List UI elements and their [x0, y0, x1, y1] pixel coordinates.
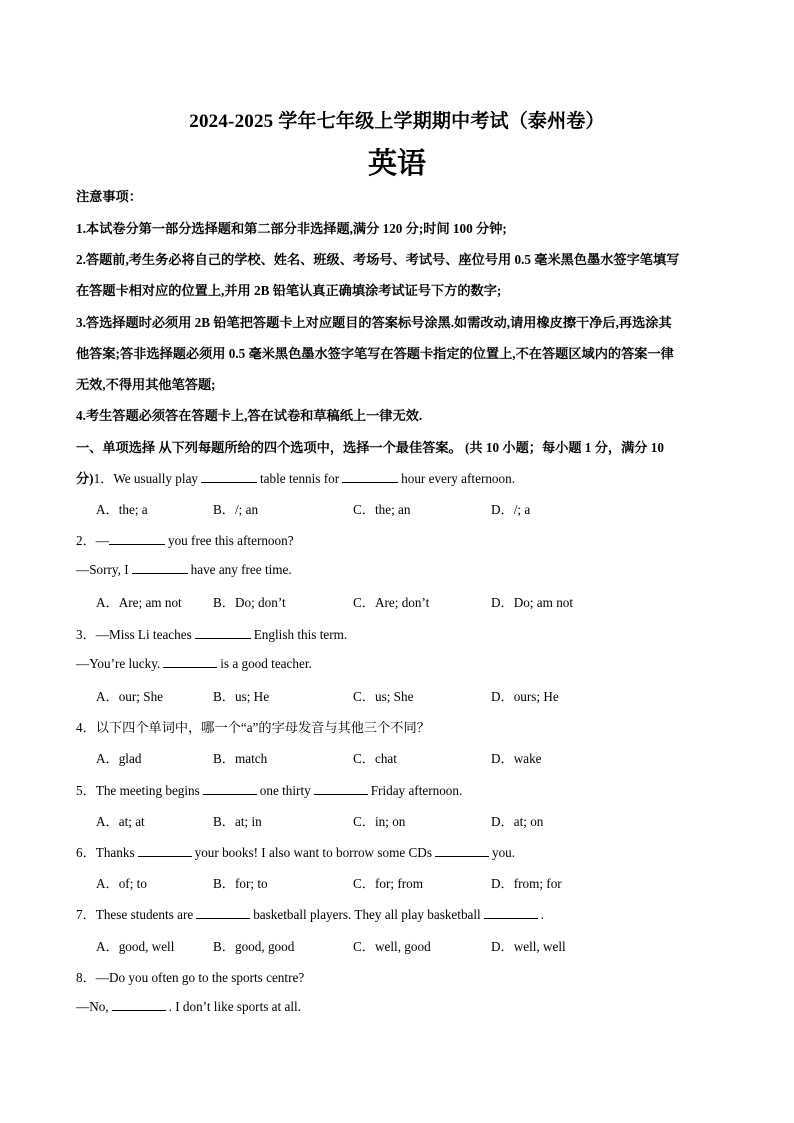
question-5-text-c: Friday afternoon. [370, 783, 463, 798]
q3-option-c: C．us; She [353, 689, 414, 704]
q5-option-b: B．at; in [213, 814, 262, 829]
question-5-text-a: 5．The meeting begins [76, 783, 200, 798]
question-3-line-1 [76, 624, 347, 643]
q7-option-a: A．good, well [96, 939, 175, 954]
section-heading: 一、单项选择 从下列每题所给的四个选项中，选择一个最佳答案。 (共 10 小题；每小题 1 分，满分 10 [76, 440, 664, 455]
answer-blank [484, 906, 538, 919]
q3-option-d: D．ours; He [491, 689, 559, 704]
question-6-text-b: your books! I also want to borrow some CDs [194, 845, 432, 860]
question-8-line-1: 8．—Do you often go to the sports centre? [76, 970, 305, 985]
question-1-text-a: 1．We usually play [93, 471, 199, 486]
q7-option-b: B．good, good [213, 939, 295, 954]
exam-title: 2024-2025 学年七年级上学期期中考试（泰州卷） [189, 111, 605, 132]
note-4: 4.考生答题必须答在答题卡上,答在试卷和草稿纸上一律无效. [76, 408, 423, 423]
note-2-line-2: 在答题卡相对应的位置上,并用 2B 铅笔认真正确填涂考试证号下方的数字; [76, 283, 502, 298]
q2-option-c: C．Are; don’t [353, 595, 430, 610]
answer-blank [314, 782, 368, 795]
q6-option-a: A．of; to [96, 876, 147, 891]
question-3-line-2 [76, 655, 312, 672]
question-2-line-2 [76, 561, 292, 578]
question-6 [76, 842, 515, 861]
answer-blank [138, 844, 192, 857]
question-2-text-a: 2．— [76, 533, 109, 548]
question-2-line-1 [76, 530, 294, 549]
answer-blank [109, 532, 165, 545]
q3-option-a: A．our; She [96, 689, 164, 704]
answer-blank [201, 470, 257, 483]
question-1-text-b: table tennis for [260, 471, 340, 486]
q2-option-d: D．Do; am not [491, 595, 574, 610]
answer-blank [203, 782, 257, 795]
question-7 [76, 904, 544, 923]
q4-option-d: D．wake [491, 751, 542, 766]
answer-blank [132, 561, 188, 574]
q4-option-a: A．glad [96, 751, 142, 766]
note-3-line-3: 无效,不得用其他笔答题; [76, 377, 216, 392]
q1-option-d: D．/; a [491, 502, 531, 517]
question-1 [76, 468, 515, 487]
q3-option-b: B．us; He [213, 689, 270, 704]
question-3-text-a: 3．—Miss Li teaches [76, 627, 192, 642]
answer-blank [435, 844, 489, 857]
question-7-text-c: . [540, 907, 545, 922]
question-8-text-b: —No, [76, 999, 109, 1014]
question-5 [76, 780, 462, 799]
q1-option-c: C．the; an [353, 502, 411, 517]
notes-heading: 注意事项： [76, 189, 142, 204]
question-5-text-b: one thirty [259, 783, 311, 798]
q7-option-c: C．well, good [353, 939, 431, 954]
question-8-text-c: . I don’t like sports at all. [168, 999, 301, 1014]
q7-option-d: D．well, well [491, 939, 566, 954]
note-3-line-2: 他答案;答非选择题必须用 0.5 毫米黑色墨水签字笔写在答题卡指定的位置上,不在答题区域内的答案一律 [76, 346, 674, 361]
q4-option-b: B．match [213, 751, 268, 766]
answer-blank [163, 655, 217, 668]
q1-option-b: B．/; an [213, 502, 259, 517]
question-8-line-2 [76, 998, 301, 1015]
question-2-text-b: you free this afternoon? [167, 533, 294, 548]
answer-blank [195, 626, 251, 639]
answer-blank [112, 998, 166, 1011]
question-3-text-d: is a good teacher. [220, 656, 312, 671]
q6-option-b: B．for; to [213, 876, 268, 891]
q5-option-a: A．at; at [96, 814, 145, 829]
note-1: 1.本试卷分第一部分选择题和第二部分非选择题,满分 120 分;时间 100 分钟; [76, 221, 507, 236]
note-3-line-1: 3.答选择题时必须用 2B 铅笔把答题卡上对应题目的答案标号涂黑.如需改动,请用橡皮擦干净后,再选涂其 [76, 315, 672, 330]
question-2-text-d: have any free time. [190, 562, 292, 577]
q6-option-d: D．from; for [491, 876, 562, 891]
q5-option-c: C．in; on [353, 814, 406, 829]
question-3-text-b: English this term. [253, 627, 348, 642]
question-2-text-c: —Sorry, I [76, 562, 129, 577]
answer-blank [196, 906, 250, 919]
question-6-text-c: you. [491, 845, 516, 860]
section-heading-end: 分) [76, 471, 94, 486]
question-6-text-a: 6．Thanks [76, 845, 135, 860]
question-4: 4．以下四个单词中，哪一个“a”的字母发音与其他三个不同？ [76, 720, 430, 735]
q2-option-b: B．Do; don’t [213, 595, 286, 610]
q5-option-d: D．at; on [491, 814, 544, 829]
question-7-text-b: basketball players. They all play basketball [253, 907, 481, 922]
answer-blank [342, 470, 398, 483]
q1-option-a: A．the; a [96, 502, 148, 517]
q2-option-a: A．Are; am not [96, 595, 182, 610]
question-3-text-c: —You’re lucky. [76, 656, 161, 671]
question-1-text-c: hour every afternoon. [401, 471, 516, 486]
note-2-line-1: 2.答题前,考生务必将自己的学校、姓名、班级、考场号、考试号、座位号用 0.5 毫米黑色墨水签字笔填写 [76, 252, 680, 267]
question-7-text-a: 7．These students are [76, 907, 194, 922]
subject-title: 英语 [367, 146, 426, 180]
q4-option-c: C．chat [353, 751, 397, 766]
q6-option-c: C．for; from [353, 876, 423, 891]
